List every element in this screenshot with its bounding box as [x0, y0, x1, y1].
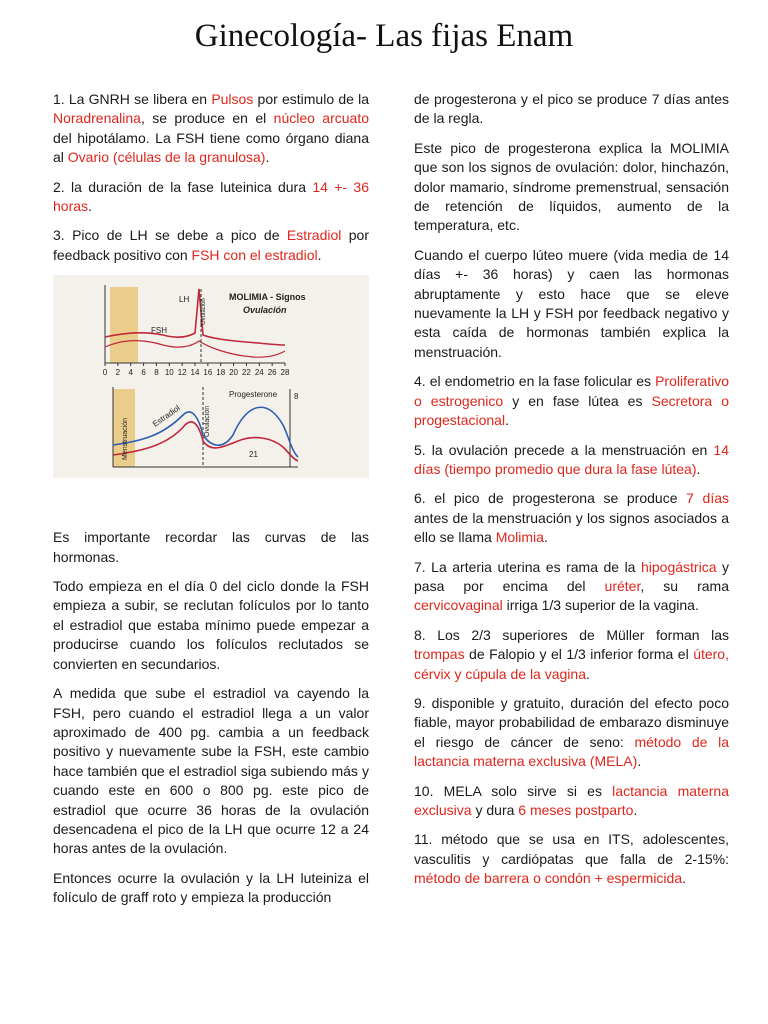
paragraph-ovulation: Entonces ocurre la ovulación y la LH luteiniza el folículo de graff roto y empieza la producción	[53, 869, 369, 906]
point-10: 10. MELA solo sirve si es lactancia materna exclusiva y dura 6 meses postparto.	[414, 782, 729, 818]
point-9: 9. disponible y gratuito, duración del efecto poco fiable, mayor probabilidad de embarazo disminuye el riesgo de cáncer de seno: método de la lactancia materna exclusiva (MELA).	[414, 694, 729, 770]
point-2: 2. la duración de la fase luteinica dura 14 +- 36 horas.	[53, 178, 369, 215]
day-tick-label: 6	[141, 368, 146, 378]
right-axis-tick: 8	[294, 392, 299, 402]
day-21-label: 21	[249, 450, 258, 460]
point-1: 1. La GNRH se libera en Pulsos por estimulo de la Noradrenalina, se produce en el núcleo arcuato del hipotálamo. La FSH tiene como órgano diana al Ovario (células de la granulosa).	[53, 91, 369, 166]
progesterone-label: Progesterone	[229, 390, 278, 400]
day-tick-label: 12	[177, 368, 187, 378]
day-tick-label: 14	[190, 368, 200, 378]
point-7: 7. La arteria uterina es rama de la hipogástrica y pasa por encima del uréter, su rama cervicovaginal irriga 1/3 superior de la vagina.	[414, 558, 729, 614]
day-tick-label: 10	[164, 368, 174, 378]
point-5: 5. la ovulación precede a la menstruación en 14 días (tiempo promedio que dura la fase lútea).	[414, 441, 729, 477]
paragraph-molimia: Este pico de progesterona explica la MOLIMIA que son los signos de ovulación: dolor, hinchazón, dolor mamario, síndrome premenstrual, sensación de retención de líquidos, aumento de la temperatura, etc.	[414, 139, 729, 234]
left-column	[53, 90, 369, 918]
fsh-label: FSH	[151, 326, 167, 336]
point-6: 6. el pico de progesterona se produce 7 días antes de la menstruación y los signos asociados a ello se llama Molimia.	[414, 490, 730, 546]
point-11: 11. método que se usa en ITS, adolescentes, vasculitis y cardiópatas que falla de 2-15%: método de barrera o condón + espermicida.	[414, 831, 729, 887]
paragraph-fsh: Todo empieza en el día 0 del ciclo donde la FSH empieza a subir, se reclutan folículos por lo tanto el estradiol que estaba mínimo puede empezar a producirse cuando los folículos reclutados se convierten en secundarios.	[53, 578, 369, 672]
right-column	[414, 90, 729, 899]
hormone-curves-figure	[53, 275, 369, 478]
lh-label: LH	[179, 295, 190, 305]
molimia-label: MOLIMIA - Signos	[229, 292, 306, 303]
paragraph-curves: Es importante recordar las curvas de las hormonas.	[53, 529, 369, 565]
document-title: Ginecología- Las fijas Enam	[194, 18, 574, 54]
paragraph-progesterone: de progesterona y el pico se produce 7 días antes de la regla.	[414, 91, 729, 127]
menstruacion-label: Menstruación	[122, 418, 129, 461]
ovulation-label-top: Ovulación	[201, 298, 207, 326]
point-4: 4. el endometrio en la fase folicular es Proliferativo o estrogenico y en fase lútea es Secretora o progestacional.	[414, 373, 729, 429]
day-tick-label: 0	[102, 368, 108, 378]
day-tick-label: 4	[128, 368, 133, 378]
day-tick-label: 28	[280, 368, 290, 378]
day-tick-label: 24	[254, 368, 264, 378]
day-tick-label: 26	[267, 368, 277, 378]
day-tick-label: 18	[216, 368, 226, 378]
ovulacion-subtitle: Ovulación	[243, 305, 287, 316]
estradiol-label: Estradiol	[150, 403, 182, 429]
ovulation-label-bottom: Ovulación	[204, 406, 211, 438]
day-tick-label: 2	[115, 368, 121, 378]
day-tick-label: 20	[229, 368, 239, 378]
paragraph-estradiol: A medida que sube el estradiol va cayendo la FSH, pero cuando el estradiol llega a un valor aproximado de 400 pg. cambia a un feedback positivo y nuevamente sube la FSH, este cambio hace también que el estradiol siga subiendo más y cuando este en 600 o 800 pg. este pico de estradiol que ocurre 36 horas de la ovulación desencadena el pico de la LH que ocurre 12 a 24 horas antes de la ovulación.	[53, 685, 369, 857]
paragraph-corpus-luteum: Cuando el cuerpo lúteo muere (vida media de 14 días +- 36 horas) y caen las hormonas abruptamente y esto hace que se eleve nuevamente la LH y FSH por feedback negativo y esta caída de hormonas también explica la menstruación.	[414, 246, 729, 360]
point-3: 3. Pico de LH se debe a pico de Estradiol por feedback positivo con FSH con el estradiol.	[53, 227, 370, 263]
point-8: 8. Los 2/3 superiores de Müller forman las trompas de Falopio y el 1/3 inferior forma el útero, cérvix y cúpula de la vagina.	[414, 626, 729, 682]
day-tick-label: 22	[241, 368, 251, 378]
day-tick-label: 8	[154, 368, 159, 378]
day-tick-label: 16	[203, 368, 213, 378]
